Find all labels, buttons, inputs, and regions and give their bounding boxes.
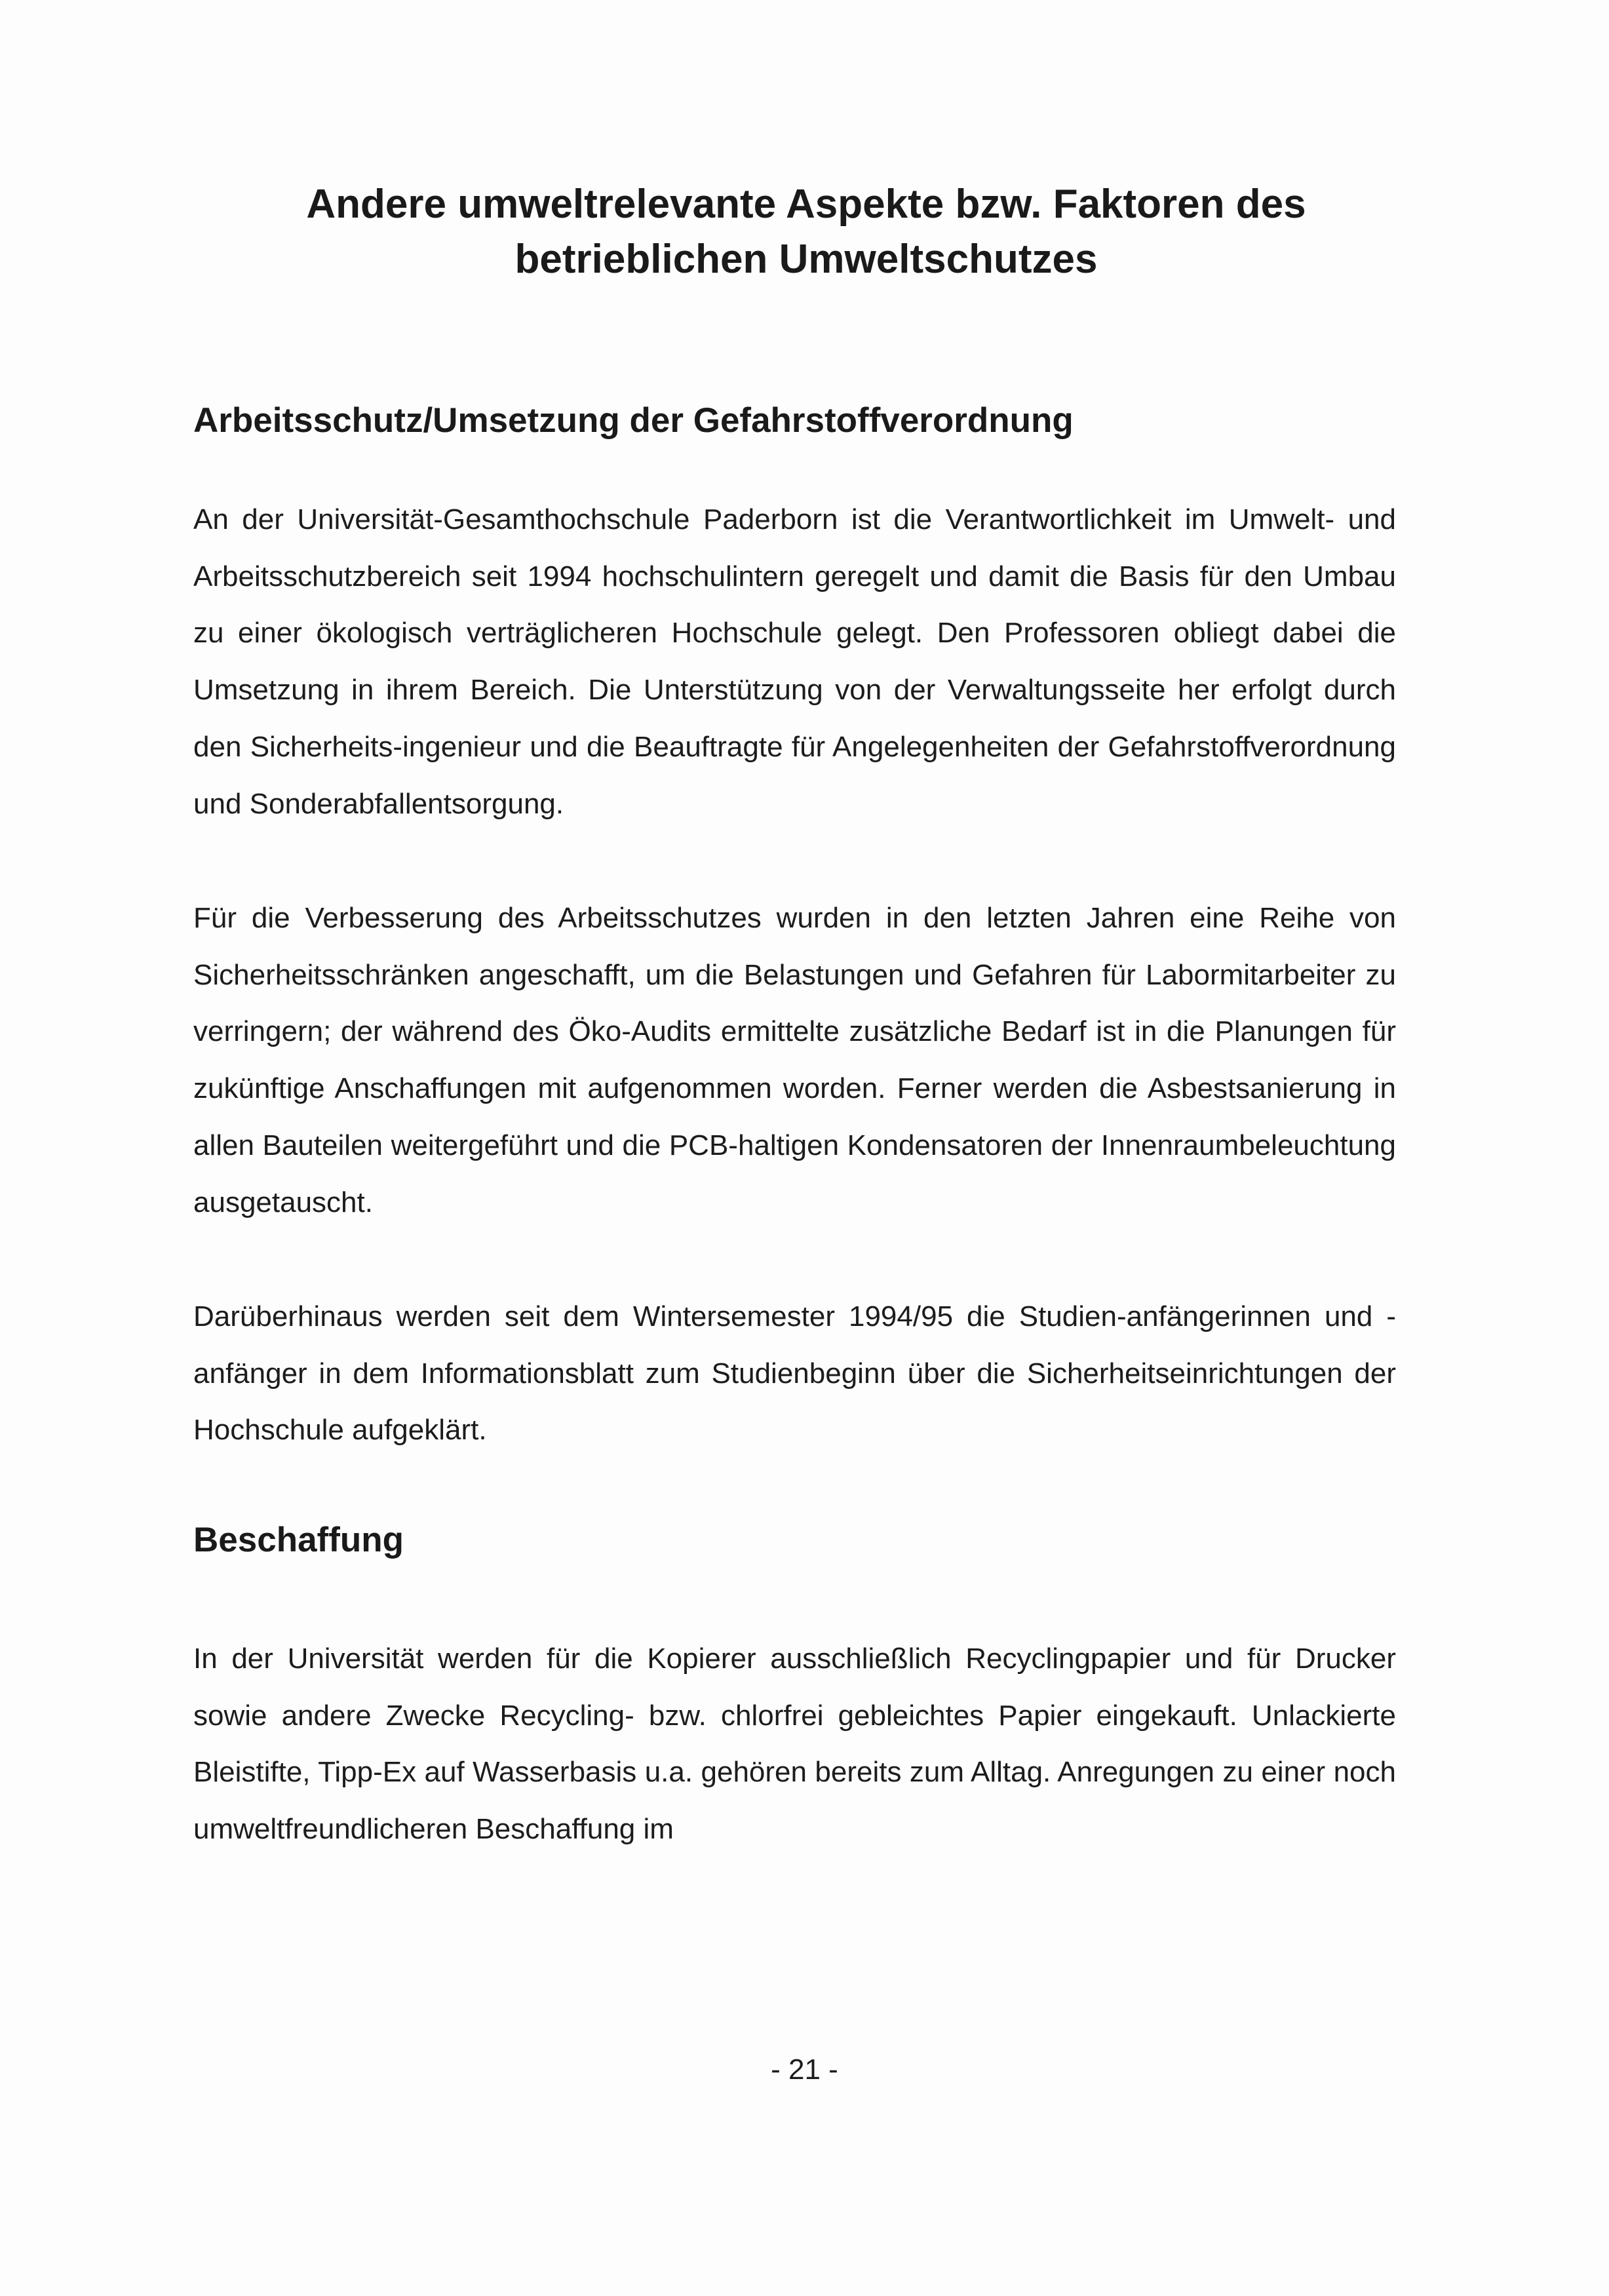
paragraph: Für die Verbesserung des Arbeitsschutzes wurden in den letzten Jahren eine Reihe von Sicherheitsschränken angeschafft, um die Belastungen und Gefahren für Labormitarbeiter zu verringern; der während des Öko-Audits ermittelte zusätzliche Bedarf ist in die Planungen für zukünftige Anschaffungen mit aufgenommen worden. Ferner werden die Asbestsanierung in allen Bauteilen weitergeführt und die PCB-haltigen Kondensatoren der Innenraumbeleuchtung ausgetauscht. [193, 902, 1396, 1218]
section-heading-beschaffung: Beschaffung [193, 1521, 404, 1559]
paragraph: Darüberhinaus werden seit dem Wintersemester 1994/95 die Studien-anfängerinnen und -anfänger in dem Informationsblatt zum Studienbeginn über die Sicherheitseinrichtungen der Hochschule aufgeklärt. [193, 1300, 1396, 1447]
page-number: - 21 - [771, 2053, 838, 2086]
paragraph: An der Universität-Gesamthochschule Paderborn ist die Verantwortlichkeit im Umwelt- und Arbeitsschutzbereich seit 1994 hochschulintern geregelt und damit die Basis für den Umbau zu einer ökologisch verträglicheren Hochschule gelegt. Den Professoren obliegt dabei die Umsetzung in ihrem Bereich. Die Unterstützung von der Verwaltungsseite her erfolgt durch den Sicherheits-ingenieur und die Beauftragte für Angelegenheiten der Gefahrstoffverordnung und Sonderabfallentsorgung. [193, 503, 1396, 820]
paragraph: In der Universität werden für die Kopierer ausschließlich Recyclingpapier und für Drucker sowie andere Zwecke Recycling- bzw. chlorfrei gebleichtes Papier eingekauft. Unlackierte Bleistifte, Tipp-Ex auf Wasserbasis u.a. gehören bereits zum Alltag. Anregungen zu einer noch umweltfreundlicheren Beschaffung im [193, 1643, 1396, 1846]
page-title: Andere umweltrelevante Aspekte bzw. Faktoren des betrieblichen Umweltschutzes [306, 182, 1306, 282]
section-heading-arbeitsschutz: Arbeitsschutz/Umsetzung der Gefahrstoffverordnung [193, 401, 1074, 440]
